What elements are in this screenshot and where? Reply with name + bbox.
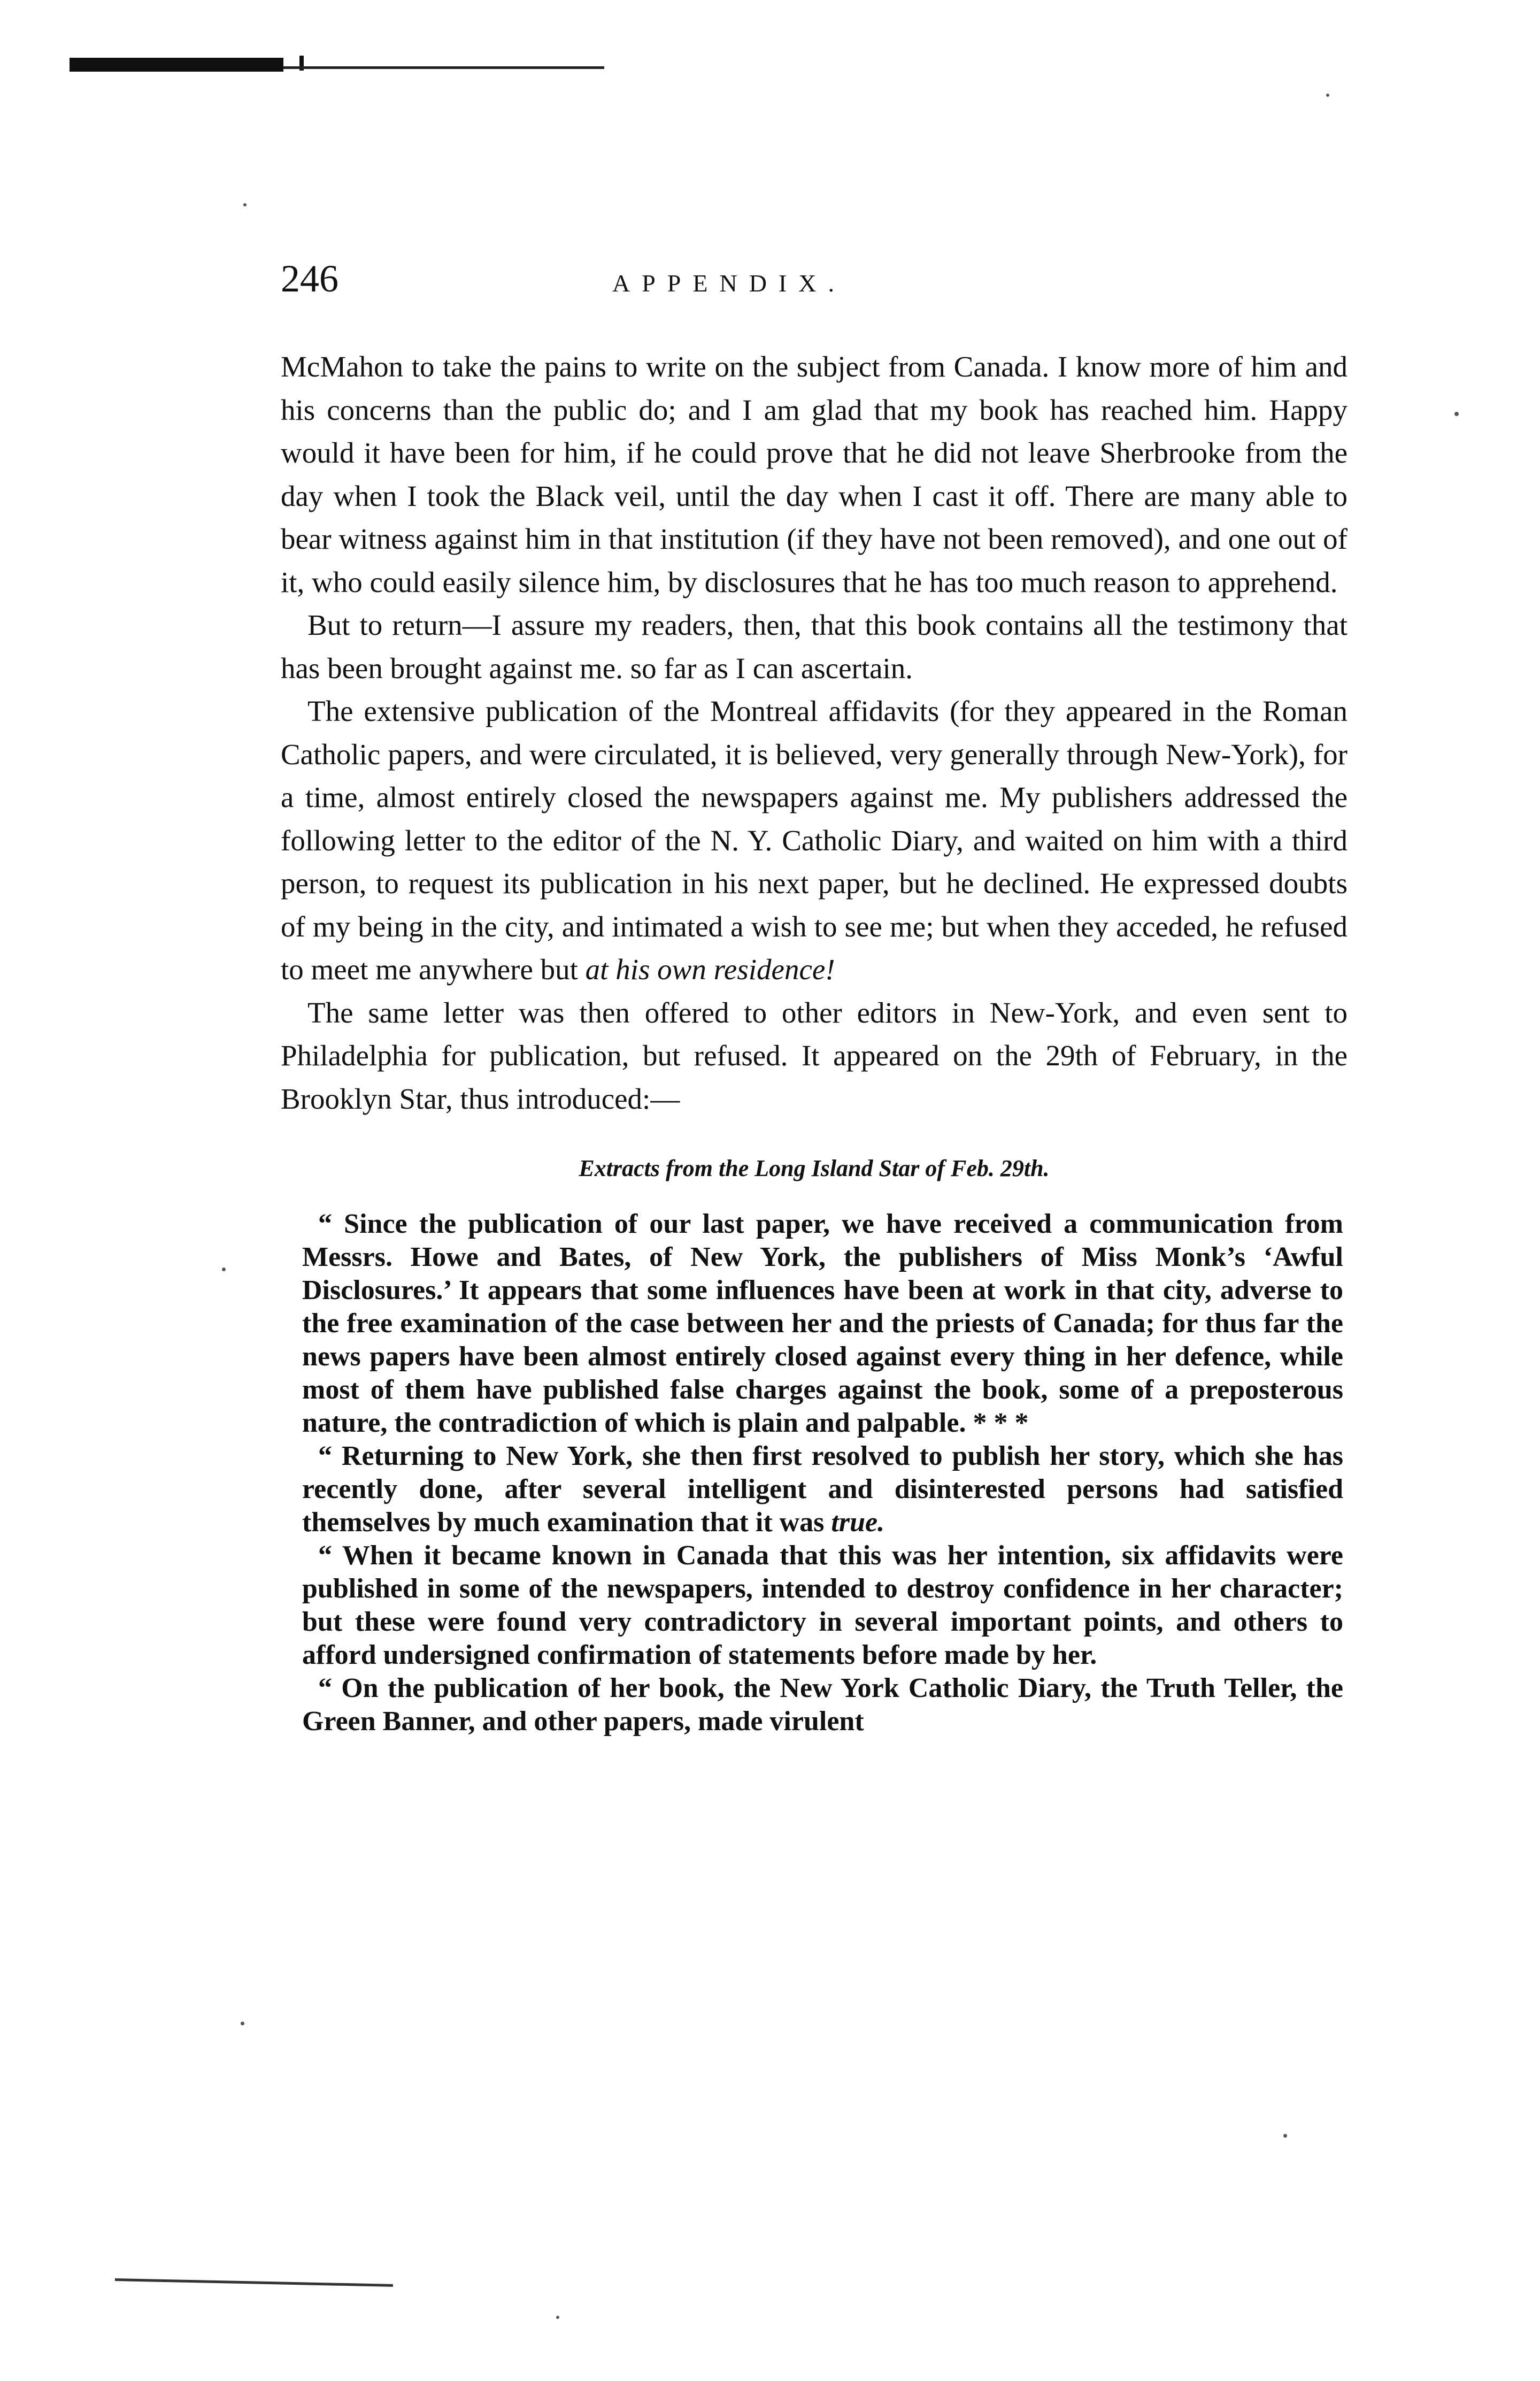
quote-paragraph: “ On the publication of her book, the New York Catholic Diary, the Truth Teller, the Green Banner, and other papers, made virulent — [302, 1673, 1343, 1737]
book-page — [281, 257, 1348, 1738]
quote-paragraph: “ When it became known in Canada that this was her intention, six affidavits were published in some of the newspapers, intended to destroy confidence in her character; but these were found very contradictory in several important points, and others to afford undersigned confirmation of statements before made by her. — [302, 1540, 1343, 1670]
scan-speck — [1326, 94, 1329, 97]
paragraph — [281, 690, 1348, 992]
italic-phrase: at his own residence! — [585, 953, 835, 986]
quote-paragraph: “ Since the publication of our last paper, we have received a communication from Messrs. Howe and Bates, of New York, the publishers of Miss Monk’s ‘Awful Disclosures.’ It appears that some influences have been at work in that city, adverse to the free examination of the case between her and the priests of Canada; for thus far the news papers have been almost entirely closed against every thing in her defence, while most of them have published false charges against the book, some of a preposterous nature, the contradiction of which is plain and palpable. * * * — [302, 1209, 1343, 1438]
scan-speck — [243, 203, 247, 206]
scan-speck — [241, 2022, 244, 2025]
body-text — [281, 345, 1348, 1120]
scan-edge-mark — [70, 58, 283, 72]
running-title: APPENDIX. — [612, 270, 846, 297]
scan-edge-line — [115, 2278, 393, 2287]
paragraph: The same letter was then offered to other editors in New-York, and even sent to Philadelphia for publication, but refused. It appeared on the 29th of February, in the Brooklyn Star, thus introduced:— — [281, 996, 1348, 1115]
paragraph: But to return—I assure my readers, then, that this book contains all the testimony that has been brought against me. so far as I can ascertain. — [281, 609, 1348, 685]
running-head — [281, 257, 1348, 308]
quote-italic-word: true. — [831, 1507, 885, 1538]
scan-speck — [1454, 412, 1459, 416]
scan-speck — [222, 1268, 226, 1271]
quote-text: “ Returning to New York, she then first resolved to publish her story, which she has recently done, after several intelligent and disinterested persons had satisfied themselves by much examination that it was — [302, 1441, 1343, 1538]
quote-paragraph — [302, 1440, 1343, 1539]
scan-speck — [556, 2316, 559, 2319]
page-number: 246 — [281, 257, 338, 300]
scan-speck — [1283, 2134, 1287, 2138]
extract-heading: Extracts from the Long Island Star of Feb. 29th. — [579, 1155, 1050, 1181]
paragraph-text: The extensive publication of the Montreal affidavits (for they appeared in the Roman Catholic papers, and were circulated, it is believed, very generally through New-York), for a time, almost entirely closed the newspapers against me. My publishers addressed the following letter to the editor of the N. Y. Catholic Diary, and waited on him with a third person, to request its publication in his next paper, but he declined. He expressed doubts of my being in the city, and intimated a wish to see me; but when they acceded, he refused to meet me anywhere but — [281, 695, 1348, 986]
scan-edge-line — [283, 66, 604, 69]
quoted-extract — [302, 1208, 1343, 1738]
paragraph: McMahon to take the pains to write on the subject from Canada. I know more of him and his concerns than the public do; and I am glad that my book has reached him. Happy would it have been for him, if he could prove that he did not leave Sherbrooke from the day when I took the Black veil, until the day when I cast it off. There are many able to bear witness against him in that institution (if they have not been removed), and one out of it, who could easily silence him, by disclosures that he has too much reason to apprehend. — [281, 350, 1348, 598]
